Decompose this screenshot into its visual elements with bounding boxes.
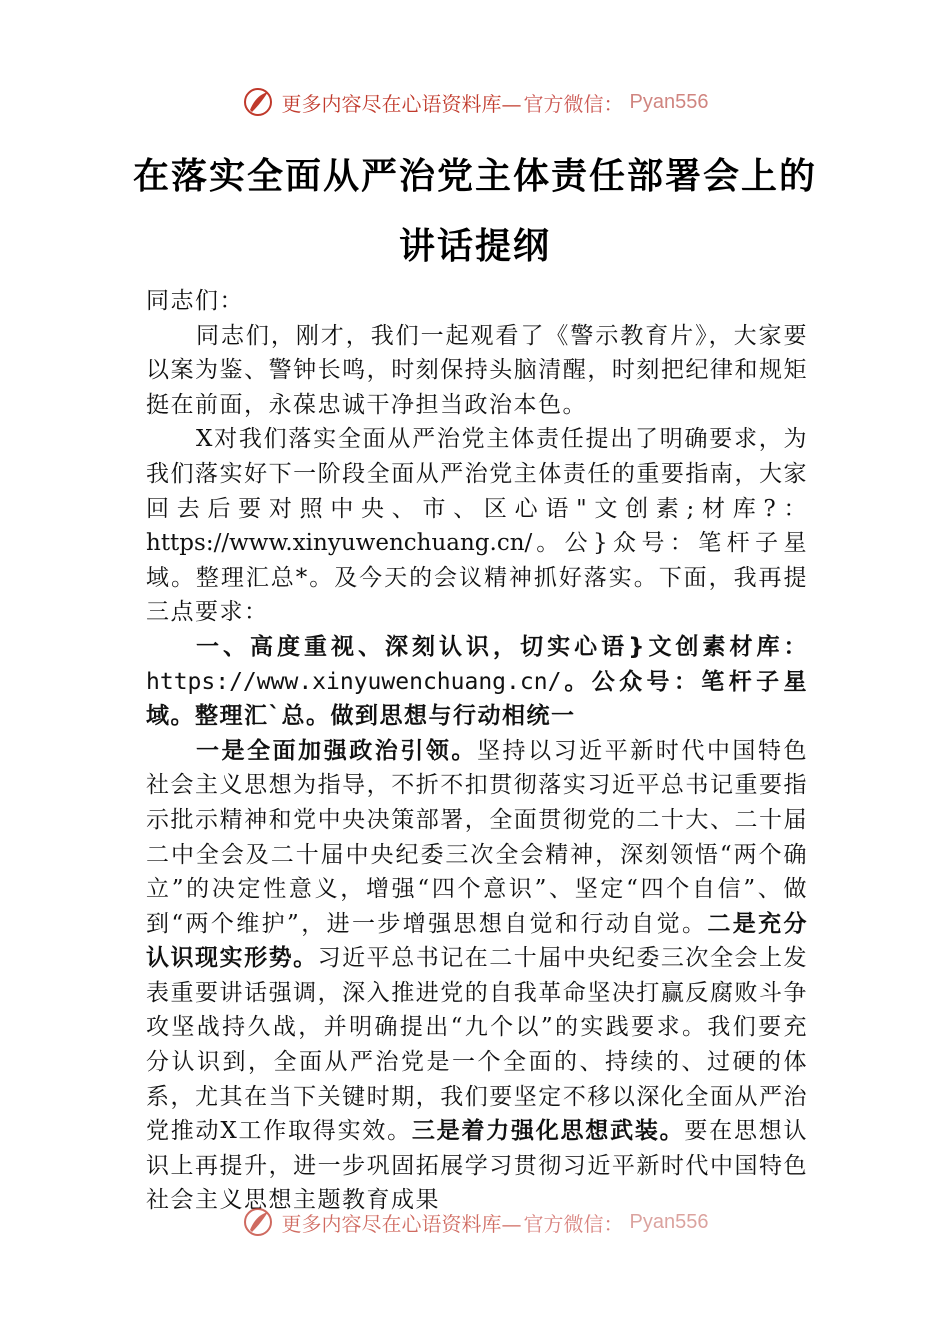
page-title-line2: 讲话提纲 bbox=[398, 225, 551, 267]
brush-logo-icon bbox=[242, 86, 274, 118]
section-heading-1-text-b: 。公众号：笔杆子星域。整理汇`总。做到思想与行动相统一 bbox=[146, 668, 808, 730]
point-2-text: 习近平总书记在二十届中央纪委三次全会上发表重要讲话强调，深入推进党的自我革命坚决打赢反腐败斗争攻坚战持久战，并明确提出“九个以”的实践要求。我们要充分认识到，全面从严治党是一个全面的、持续的、过硬的体系，尤其在当下关键时期，我们要坚定不移以深化全面从严治党推动X工作取得实效。 bbox=[146, 945, 809, 1145]
greeting: 同志们： bbox=[146, 288, 244, 314]
point-3-text: 要在思想认识上再提升，进一步巩固拓展学习贯彻习近平新时代中国特色社会主义思想主题教育成果 bbox=[146, 1118, 809, 1214]
page-title-line1: 在落实全面从严治党主体责任部署会上的 bbox=[132, 155, 817, 197]
paragraph-2-text-b: 。公}众号：笔杆子星域。整理汇总*。及今天的会议精神抓好落实。下面，我再提三点要求： bbox=[146, 530, 808, 626]
watermark-wechat-label: 官方微信： bbox=[523, 91, 624, 116]
watermark-id: Pyan556 bbox=[629, 90, 709, 113]
paragraph-2 bbox=[146, 422, 808, 630]
point-2-heading: 二是充分认识现实形势。 bbox=[146, 910, 808, 972]
section-heading-1-url: https://www.xinyuwenchuang.cn/ bbox=[146, 668, 562, 695]
watermark-footer-wechat-label: 官方微信： bbox=[523, 1211, 624, 1236]
paragraph-2-url: https://www.xinyuwenchuang.cn/ bbox=[146, 530, 533, 557]
paragraph-2-text-a: X对我们落实全面从严治党主体责任提出了明确要求，为我们落实好下一阶段全面从严治党主体责任的重要指南，大家回去后要对照中央、市、区心语"文创素;材库?： bbox=[146, 426, 808, 522]
document-body bbox=[146, 284, 808, 1218]
paragraph-3 bbox=[146, 734, 808, 1218]
brush-logo-icon bbox=[242, 1206, 274, 1238]
point-1-heading: 一是全面加强政治引领。 bbox=[196, 737, 477, 764]
point-1-text: 坚持以习近平新时代中国特色社会主义思想为指导，不折不扣贯彻落实习近平总书记重要指示批示精神和党中央决策部署，全面贯彻党的二十大、二十届二中全会及二十届中央纪委三次全会精神，深刻领悟“两个确立”的决定性意义，增强“四个意识”、坚定“四个自信”、做到“两个维护”，进一步增强思想自觉和行动自觉。 bbox=[146, 737, 809, 937]
point-3-heading: 三是着力强化思想武装。 bbox=[411, 1118, 685, 1145]
section-heading-1 bbox=[146, 630, 808, 734]
watermark-footer bbox=[0, 1202, 950, 1242]
watermark-footer-text: 更多内容尽在心语资料库— bbox=[281, 1211, 522, 1236]
watermark-footer-id: Pyan556 bbox=[629, 1210, 709, 1233]
watermark-text: 更多内容尽在心语资料库— bbox=[281, 91, 522, 116]
paragraph-1: 同志们，刚才，我们一起观看了《警示教育片》，大家要以案为鉴、警钟长鸣，时刻保持头脑清醒，时刻把纪律和规矩挺在前面，永葆忠诚干净担当政治本色。 bbox=[146, 322, 808, 418]
section-heading-1-text-a: 一、高度重视、深刻认识，切实心语}文创素材库： bbox=[196, 633, 808, 660]
watermark-header bbox=[0, 82, 950, 122]
